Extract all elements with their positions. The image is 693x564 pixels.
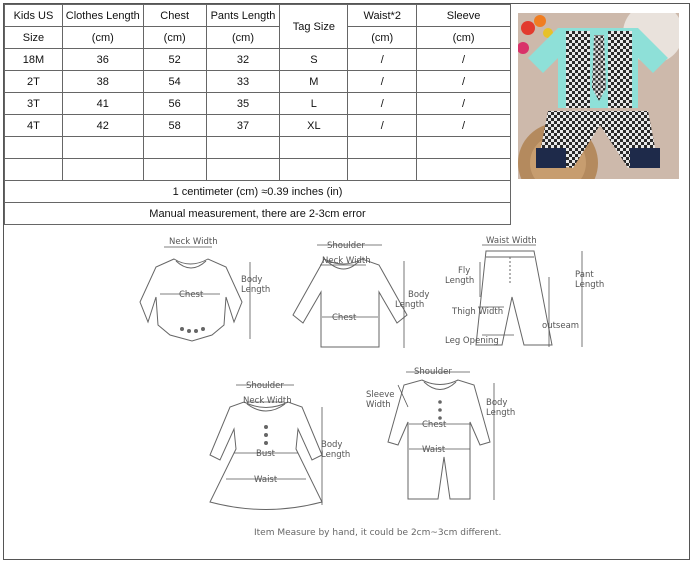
cell: / [348, 115, 417, 137]
cell: 35 [206, 93, 280, 115]
dress-body-label: Body [321, 440, 343, 450]
tshirt-chest-label: Chest [332, 313, 357, 323]
cell: XL [280, 115, 348, 137]
pants-fly-length-label: Length [445, 276, 475, 286]
cell: 4T [5, 115, 63, 137]
cell: 41 [62, 93, 143, 115]
tshirt-illustration [293, 259, 407, 347]
measurement-note: Manual measurement, there are 2-3cm error [5, 203, 511, 225]
romper-shoulder-label: Shoulder [414, 367, 452, 377]
pants-outseam-label: outseam [542, 321, 580, 331]
romper-chest-label: Chest [422, 420, 447, 430]
header-unit: (cm) [206, 27, 280, 49]
conversion-note: 1 centimeter (cm) ≈0.39 inches (in) [5, 181, 511, 203]
cell: 56 [143, 93, 206, 115]
product-photo-illustration [518, 13, 679, 179]
bodysuit-length-label: Length [241, 285, 271, 295]
cell: 36 [62, 49, 143, 71]
cell: / [348, 49, 417, 71]
cell: 54 [143, 71, 206, 93]
romper-illustration [388, 380, 490, 499]
tshirt-neck-label: Neck Width [322, 256, 371, 266]
table-row [5, 49, 511, 71]
diagram-caption: Item Measure by hand, it could be 2cm~3cm different. [254, 528, 502, 538]
size-table [4, 4, 511, 225]
cell: 3T [5, 93, 63, 115]
product-photo [518, 13, 679, 179]
header-unit: (cm) [143, 27, 206, 49]
dress-shoulder-label: Shoulder [246, 381, 284, 391]
pants-pant-label: Pant [575, 270, 594, 280]
header-tag-size: Tag Size [280, 5, 348, 49]
cell: M [280, 71, 348, 93]
header-unit-row [5, 27, 511, 49]
cell: / [417, 93, 511, 115]
conversion-row [5, 181, 511, 203]
pants-illustration [476, 251, 552, 345]
cell: 33 [206, 71, 280, 93]
dress-neck-label: Neck Width [243, 396, 292, 406]
cell: 58 [143, 115, 206, 137]
pants-fly-label: Fly [458, 266, 471, 276]
table-row [5, 115, 511, 137]
empty-row [5, 159, 511, 181]
cell: 18M [5, 49, 63, 71]
pants-waist-label: Waist Width [486, 236, 537, 246]
tshirt-body-label: Body [408, 290, 430, 300]
romper-waist-label: Waist [422, 445, 446, 455]
header-chest: Chest [143, 5, 206, 27]
header-pants-length: Pants Length [206, 5, 280, 27]
header-size-sub: Size [5, 27, 63, 49]
romper-sleeve-label: Sleeve [366, 390, 395, 400]
header-waist: Waist*2 [348, 5, 417, 27]
cell: 2T [5, 71, 63, 93]
romper-length-label: Length [486, 408, 516, 418]
cell: / [417, 115, 511, 137]
pants-thigh-label: Thigh Width [452, 307, 504, 317]
bodysuit-chest-label: Chest [179, 290, 204, 300]
romper-body-label: Body [486, 398, 508, 408]
pants-leg-opening-label: Leg Opening [445, 336, 499, 346]
table-row [5, 93, 511, 115]
cell: L [280, 93, 348, 115]
cell: 38 [62, 71, 143, 93]
empty-row [5, 137, 511, 159]
header-unit: (cm) [62, 27, 143, 49]
cell: 37 [206, 115, 280, 137]
cell: / [348, 93, 417, 115]
bodysuit-illustration [140, 259, 242, 341]
header-unit: (cm) [348, 27, 417, 49]
cell: / [417, 71, 511, 93]
header-unit: (cm) [417, 27, 511, 49]
bodysuit-neck-label: Neck Width [169, 237, 218, 247]
measurement-diagram [4, 217, 689, 560]
cell: / [348, 71, 417, 93]
romper-width-label: Width [366, 400, 391, 410]
cell: 52 [143, 49, 206, 71]
header-row [5, 5, 511, 27]
cell: 32 [206, 49, 280, 71]
cell: S [280, 49, 348, 71]
header-clothes-length: Clothes Length [62, 5, 143, 27]
dress-length-label: Length [321, 450, 351, 460]
pants-length-label: Length [575, 280, 605, 290]
header-size: Kids US [5, 5, 63, 27]
dress-bust-label: Bust [256, 449, 275, 459]
tshirt-length-label: Length [395, 300, 425, 310]
header-sleeve: Sleeve [417, 5, 511, 27]
dress-waist-label: Waist [254, 475, 278, 485]
tshirt-shoulder-label: Shoulder [327, 241, 365, 251]
table-row [5, 71, 511, 93]
bodysuit-body-label: Body [241, 275, 263, 285]
cell: / [417, 49, 511, 71]
cell: 42 [62, 115, 143, 137]
